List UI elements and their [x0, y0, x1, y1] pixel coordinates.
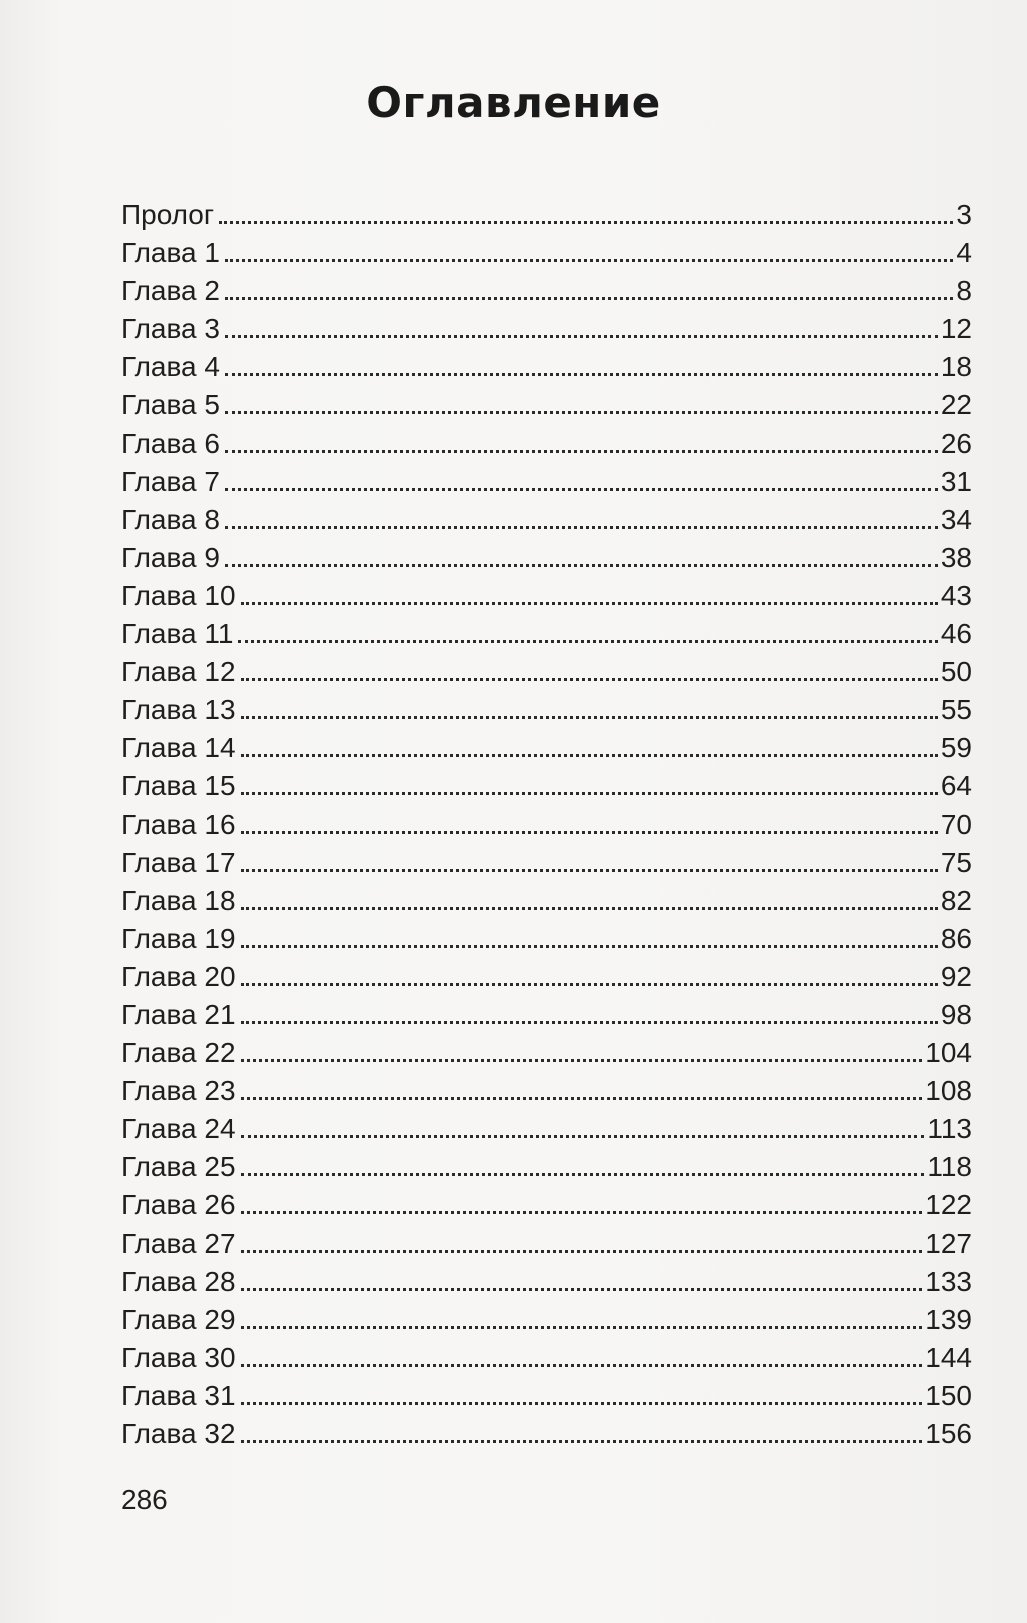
- toc-entry-page: 133: [925, 1265, 972, 1297]
- toc-dot-leader: [241, 1326, 923, 1329]
- toc-dot-leader: [241, 983, 938, 986]
- toc-entry: [121, 348, 972, 386]
- toc-dot-leader: [241, 1211, 923, 1214]
- toc-dot-leader: [241, 602, 938, 605]
- toc-entry: [121, 1072, 972, 1110]
- toc-entry-label: Пролог: [121, 199, 215, 230]
- toc-entry-page: 113: [927, 1113, 972, 1145]
- toc-entry-label: Глава 30: [121, 1341, 236, 1373]
- toc-entry: [121, 1263, 972, 1301]
- toc-entry-page: 12: [940, 313, 972, 345]
- toc-entry-label: Глава 9: [121, 541, 220, 573]
- toc-entry-page: 156: [925, 1418, 972, 1449]
- toc-entry: [121, 1377, 972, 1415]
- toc-dot-leader: [225, 335, 938, 338]
- toc-entry-page: 50: [940, 656, 972, 688]
- toc-entry-page: 4: [956, 237, 972, 269]
- toc-entry-label: Глава 32: [121, 1418, 236, 1449]
- toc-entry-label: Глава 7: [121, 465, 220, 497]
- toc-entry: [121, 310, 972, 348]
- toc-entry: [121, 1186, 972, 1224]
- toc-dot-leader: [241, 754, 938, 757]
- toc-entry-label: Глава 4: [121, 351, 220, 383]
- toc-dot-leader: [225, 450, 938, 453]
- toc-entry: [121, 806, 972, 844]
- toc-dot-leader: [241, 1021, 938, 1024]
- toc-entry-label: Глава 12: [121, 656, 236, 688]
- toc-entry: [121, 1148, 972, 1186]
- toc-entry: [121, 272, 972, 310]
- toc-entry-label: Глава 18: [121, 884, 236, 916]
- toc-dot-leader: [241, 1250, 923, 1253]
- toc-dot-leader: [241, 1173, 925, 1176]
- page-number: 286: [121, 1484, 168, 1515]
- toc-dot-leader: [225, 259, 953, 262]
- toc-entry-label: Глава 31: [121, 1379, 236, 1411]
- toc-entry: [121, 1339, 972, 1377]
- toc-entry-page: 31: [940, 465, 972, 497]
- toc-entry-label: Глава 10: [121, 579, 236, 611]
- toc-dot-leader: [219, 221, 953, 224]
- toc-entry-page: 139: [925, 1303, 972, 1335]
- toc-entry-label: Глава 11: [121, 618, 234, 650]
- toc-entry-page: 108: [925, 1075, 972, 1107]
- toc-dot-leader: [225, 564, 938, 567]
- toc-entry: [121, 920, 972, 958]
- table-of-contents: [121, 196, 972, 1453]
- toc-dot-leader: [241, 831, 938, 834]
- toc-entry-page: 18: [940, 351, 972, 383]
- toc-entry-label: Глава 21: [121, 998, 236, 1030]
- toc-entry-label: Глава 26: [121, 1189, 236, 1221]
- toc-entry: [121, 425, 972, 463]
- toc-entry-page: 46: [940, 618, 972, 650]
- toc-entry-label: Глава 28: [121, 1265, 236, 1297]
- toc-entry: [121, 463, 972, 501]
- toc-dot-leader: [241, 716, 938, 719]
- toc-entry-page: 22: [940, 389, 972, 421]
- toc-dot-leader: [241, 869, 938, 872]
- toc-entry-page: 8: [956, 275, 972, 307]
- toc-entry-label: Глава 19: [121, 922, 236, 954]
- toc-entry-label: Глава 2: [121, 275, 220, 307]
- toc-entry-label: Глава 14: [121, 732, 236, 764]
- toc-entry-label: Глава 1: [121, 237, 220, 269]
- toc-entry: [121, 1415, 972, 1453]
- toc-dot-leader: [225, 411, 938, 414]
- toc-entry: [121, 1225, 972, 1263]
- toc-entry: [121, 996, 972, 1034]
- toc-dot-leader: [241, 1288, 923, 1291]
- toc-dot-leader: [241, 1402, 923, 1405]
- toc-entry-page: 3: [956, 199, 972, 230]
- toc-entry-page: 82: [940, 884, 972, 916]
- toc-entry-label: Глава 17: [121, 846, 236, 878]
- toc-entry: [121, 958, 972, 996]
- toc-entry: [121, 539, 972, 577]
- toc-entry: [121, 386, 972, 424]
- toc-entry-page: 86: [940, 922, 972, 954]
- toc-entry: [121, 196, 972, 234]
- toc-entry-label: Глава 20: [121, 960, 236, 992]
- toc-entry-page: 70: [940, 808, 972, 840]
- toc-entry: [121, 1034, 972, 1072]
- toc-entry: [121, 1110, 972, 1148]
- toc-dot-leader: [225, 373, 938, 376]
- toc-entry: [121, 234, 972, 272]
- toc-entry-label: Глава 22: [121, 1037, 236, 1069]
- toc-entry-label: Глава 25: [121, 1151, 236, 1183]
- toc-entry-page: 92: [940, 960, 972, 992]
- toc-entry-page: 75: [940, 846, 972, 878]
- toc-entry: [121, 844, 972, 882]
- toc-entry-page: 144: [925, 1341, 972, 1373]
- toc-entry-label: Глава 3: [121, 313, 220, 345]
- toc-entry-label: Глава 8: [121, 503, 220, 535]
- toc-entry-label: Глава 13: [121, 694, 236, 726]
- toc-entry-label: Глава 6: [121, 427, 220, 459]
- page-title: Оглавление: [366, 78, 661, 127]
- toc-dot-leader: [241, 1059, 923, 1062]
- toc-entry-page: 55: [940, 694, 972, 726]
- toc-dot-leader: [241, 1135, 925, 1138]
- toc-entry: [121, 882, 972, 920]
- toc-dot-leader: [241, 907, 938, 910]
- toc-dot-leader: [241, 1364, 923, 1367]
- toc-entry-label: Глава 15: [121, 770, 236, 802]
- toc-entry: [121, 691, 972, 729]
- toc-dot-leader: [238, 640, 937, 643]
- toc-entry-label: Глава 29: [121, 1303, 236, 1335]
- toc-dot-leader: [241, 1440, 923, 1443]
- toc-dot-leader: [241, 1097, 923, 1100]
- toc-entry-label: Глава 24: [121, 1113, 236, 1145]
- toc-entry-page: 150: [925, 1379, 972, 1411]
- toc-entry-page: 127: [925, 1227, 972, 1259]
- toc-entry: [121, 1301, 972, 1339]
- toc-entry-label: Глава 27: [121, 1227, 236, 1259]
- toc-entry-page: 59: [940, 732, 972, 764]
- toc-entry-page: 38: [940, 541, 972, 573]
- toc-entry: [121, 501, 972, 539]
- toc-entry-page: 98: [940, 998, 972, 1030]
- toc-dot-leader: [225, 488, 938, 491]
- toc-entry: [121, 729, 972, 767]
- toc-dot-leader: [225, 297, 953, 300]
- toc-entry-label: Глава 5: [121, 389, 220, 421]
- toc-dot-leader: [225, 526, 938, 529]
- toc-entry-label: Глава 16: [121, 808, 236, 840]
- toc-entry-page: 26: [940, 427, 972, 459]
- toc-entry-label: Глава 23: [121, 1075, 236, 1107]
- toc-entry-page: 43: [940, 579, 972, 611]
- toc-dot-leader: [241, 678, 938, 681]
- toc-entry-page: 64: [940, 770, 972, 802]
- toc-dot-leader: [241, 945, 938, 948]
- toc-entry: [121, 577, 972, 615]
- toc-entry-page: 34: [940, 503, 972, 535]
- toc-entry: [121, 653, 972, 691]
- toc-entry-page: 118: [927, 1151, 972, 1183]
- toc-entry-page: 122: [925, 1189, 972, 1221]
- toc-entry-page: 104: [925, 1037, 972, 1069]
- toc-dot-leader: [241, 792, 938, 795]
- toc-entry: [121, 767, 972, 805]
- toc-entry: [121, 615, 972, 653]
